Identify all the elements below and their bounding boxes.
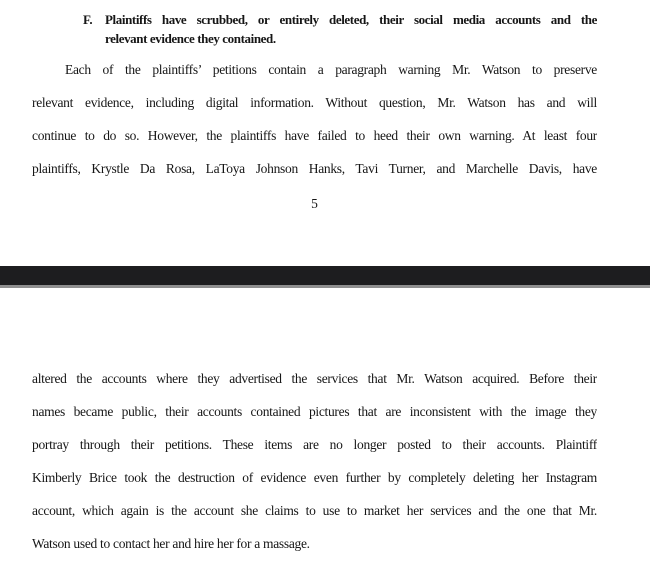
text-line: account, which again is the account she claims to use to market her services and the one that Mr. <box>32 503 597 518</box>
text-line: Watson used to contact her and hire her for a massage. <box>32 536 310 551</box>
text-line: plaintiffs, Krystle Da Rosa, LaToya Johnson Hanks, Tavi Turner, and Marchelle Davis, have <box>32 161 597 176</box>
heading-line: Plaintiffs have scrubbed, or entirely deleted, their social media accounts and the <box>105 12 597 27</box>
text-line: relevant evidence, including digital information. Without question, Mr. Watson has and will <box>32 95 597 110</box>
heading-line: relevant evidence they contained. <box>105 31 276 46</box>
text-line: continue to do so. However, the plaintiffs have failed to heed their own warning. At least four <box>32 128 597 143</box>
page-separator-shadow <box>0 285 650 288</box>
text-line: Each of the plaintiffs’ petitions contain a paragraph warning Mr. Watson to preserve <box>65 62 597 77</box>
text-line: altered the accounts where they advertised the services that Mr. Watson acquired. Before their <box>32 371 597 386</box>
heading-text <box>105 10 597 48</box>
page-number: 5 <box>311 196 318 211</box>
text-line: portray through their petitions. These items are no longer posted to their accounts. Plaintiff <box>32 437 597 452</box>
paragraph <box>32 53 597 185</box>
text-line: Kimberly Brice took the destruction of evidence even further by completely deleting her Instagram <box>32 470 597 485</box>
paragraph <box>32 362 597 560</box>
section-heading <box>83 10 597 48</box>
text-line: names became public, their accounts contained pictures that are inconsistent with the image they <box>32 404 597 419</box>
heading-marker: F. <box>83 12 93 27</box>
page-separator-bar <box>0 266 650 285</box>
